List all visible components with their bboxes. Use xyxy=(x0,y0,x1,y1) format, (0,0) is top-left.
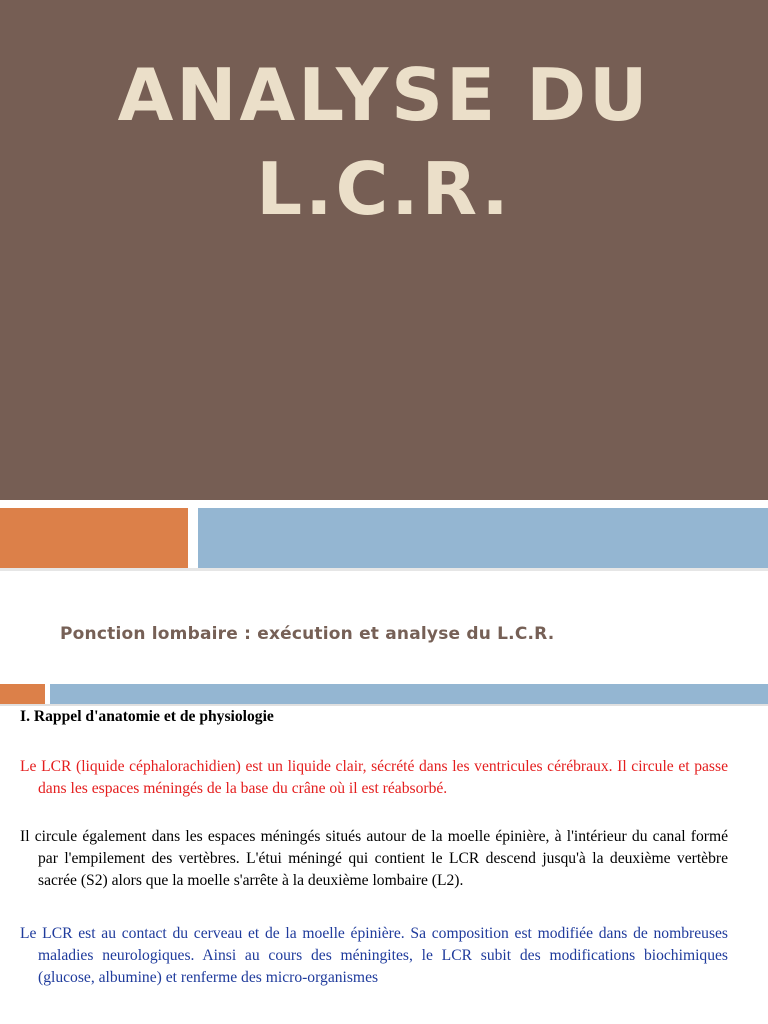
section-heading: I. Rappel d'anatomie et de physiologie xyxy=(20,708,274,725)
divider xyxy=(0,568,768,571)
paragraph-black: Il circule également dans les espaces méningés situés autour de la moelle épinière, à l'intérieur du canal formé par l'empilement des vertèbres. L'étui méningé qui contient le LCR descend jusqu'à la deuxième vertèbre sacrée (S2) alors que la moelle s'arrête à la deuxième lombaire (L2). xyxy=(20,828,728,889)
accent-bar-blue xyxy=(198,508,768,568)
title-slide-background xyxy=(0,0,768,500)
accent-bar-orange xyxy=(0,508,188,568)
document-body xyxy=(20,706,728,989)
paragraph-blue: Le LCR est au contact du cerveau et de la moelle épinière. Sa composition est modifiée dans de nombreuses maladies neurologiques. Ainsi au cours des méningites, le LCR subit des modifications biochimiques (glucose, albumine) et renferme des micro-organismes xyxy=(20,925,728,986)
accent-bar-blue-small xyxy=(50,684,768,704)
slide-title: ANALYSE DU L.C.R. xyxy=(117,53,651,231)
paragraph-red: Le LCR (liquide céphalorachidien) est un liquide clair, sécrété dans les ventricules cérébraux. Il circule et passe dans les espaces méningés de la base du crâne où il est réabsorbé. xyxy=(20,758,728,797)
accent-bar-orange-small xyxy=(0,684,45,704)
slide-subtitle: Ponction lombaire : exécution et analyse du L.C.R. xyxy=(60,624,555,644)
